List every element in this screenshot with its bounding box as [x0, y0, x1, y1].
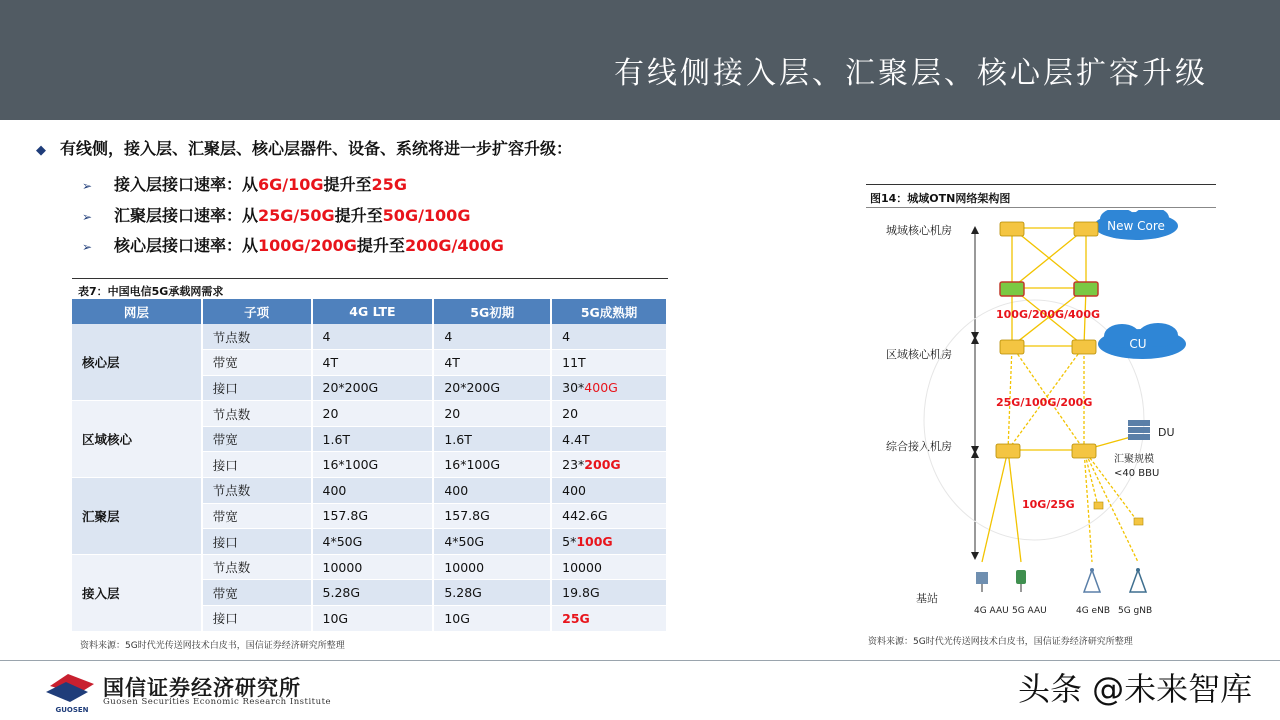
- company-name-cn: 国信证券经济研究所: [103, 675, 301, 700]
- mature-value: 4: [562, 329, 571, 345]
- item-cell: 带宽: [202, 503, 312, 529]
- sub-bullet-label: 接入层接口速率：从: [114, 175, 259, 194]
- mature-cell: [551, 554, 667, 580]
- item-cell: 接口: [202, 606, 312, 632]
- column-header: 4G LTE: [312, 299, 434, 324]
- column-header: 5G成熟期: [551, 299, 667, 324]
- station-label: 5G gNB: [1118, 606, 1153, 616]
- mature-value: 23*: [562, 457, 585, 473]
- item-cell: 节点数: [202, 554, 312, 580]
- level-label: 综合接入机房: [886, 440, 952, 453]
- item-cell: 带宽: [202, 350, 312, 376]
- early-cell: 4: [433, 324, 551, 350]
- early-cell: 16*100G: [433, 452, 551, 478]
- footer-divider: [0, 660, 1280, 661]
- item-cell: 接口: [202, 375, 312, 401]
- sub-bullet-label: 汇聚层接口速率：从: [114, 206, 259, 225]
- lte-cell: 10G: [312, 606, 434, 632]
- otn-node-icon: [996, 222, 1101, 458]
- cloud-label: New Core: [1107, 219, 1165, 233]
- mature-cell: [551, 478, 667, 504]
- mature-cell: [551, 401, 667, 427]
- cloud-label: CU: [1129, 337, 1147, 351]
- table-row: [72, 401, 667, 427]
- mature-value: 30*: [562, 380, 585, 396]
- early-cell: 10000: [433, 554, 551, 580]
- rate-label: 25G/100G/200G: [996, 396, 1093, 409]
- level-label: 区域核心机房: [886, 348, 952, 361]
- mature-cell: [551, 324, 667, 350]
- early-cell: 20: [433, 401, 551, 427]
- column-header: 5G初期: [433, 299, 551, 324]
- page-title: 有线侧接入层、汇聚层、核心层扩容升级: [614, 56, 1208, 91]
- station-5g-aau-icon: [1016, 570, 1026, 592]
- arrow-bullet-icon: ➢: [82, 240, 93, 254]
- access-dashed-links: [1084, 450, 1138, 562]
- item-cell: 节点数: [202, 324, 312, 350]
- figure-title: 图14：城域OTN网络架构图: [866, 184, 1216, 208]
- mature-cell: [551, 350, 667, 376]
- early-cell: 20*200G: [433, 375, 551, 401]
- item-cell: 节点数: [202, 401, 312, 427]
- diamond-bullet-icon: ◆: [36, 143, 46, 158]
- sub-bullet-to: 50G/100G: [382, 206, 471, 225]
- table-title: 表7：中国电信5G承载网需求: [72, 278, 668, 298]
- mature-cell: [551, 375, 667, 401]
- rate-label: 100G/200G/400G: [996, 308, 1101, 321]
- station-label: 4G eNB: [1076, 606, 1111, 616]
- station-5g-gnb-icon: [1130, 568, 1146, 592]
- group-label: 汇聚层: [72, 478, 202, 555]
- watermark-text: 头条 @未来智库: [1018, 670, 1253, 708]
- sub-bullet-from: 100G/200G: [258, 236, 357, 255]
- lte-cell: 4*50G: [312, 529, 434, 555]
- table-row: [72, 478, 667, 504]
- mature-value: 400: [562, 482, 586, 498]
- level-label: 基站: [916, 592, 938, 605]
- item-cell: 节点数: [202, 478, 312, 504]
- cloud-new-core: [1094, 210, 1178, 240]
- group-label: 核心层: [72, 324, 202, 401]
- table-header-row: [72, 299, 667, 324]
- rate-label: 10G/25G: [1022, 498, 1075, 511]
- relay-node-icon: [1094, 502, 1143, 525]
- lte-cell: 1.6T: [312, 426, 434, 452]
- lte-cell: 20*200G: [312, 375, 434, 401]
- mature-cell: [551, 580, 667, 606]
- sub-bullet-aggregation: [82, 203, 470, 226]
- early-cell: 400: [433, 478, 551, 504]
- mature-value: 10000: [562, 559, 602, 575]
- agg-scale-value: <40 BBU: [1114, 468, 1160, 479]
- mature-value-red: 25G: [562, 610, 590, 626]
- level-label: 城域核心机房: [886, 224, 952, 237]
- mature-value-red: 200G: [584, 457, 621, 473]
- column-header: 网层: [72, 299, 202, 324]
- sub-bullet-to: 25G: [371, 175, 407, 194]
- lte-cell: 5.28G: [312, 580, 434, 606]
- main-bullet: [36, 136, 572, 159]
- mature-cell: [551, 503, 667, 529]
- arrow-bullet-icon: ➢: [82, 210, 93, 224]
- otn-architecture-diagram: [866, 210, 1218, 624]
- sub-bullet-from: 6G/10G: [258, 175, 324, 194]
- table-row: [72, 554, 667, 580]
- station-label: 5G AAU: [1012, 606, 1047, 616]
- early-cell: 1.6T: [433, 426, 551, 452]
- du-label: DU: [1158, 426, 1175, 439]
- mature-value: 5*: [562, 534, 577, 550]
- early-cell: 10G: [433, 606, 551, 632]
- sub-bullet-mid: 提升至: [356, 236, 405, 255]
- station-4g-aau-icon: [976, 572, 988, 592]
- mature-value: 442.6G: [562, 508, 608, 524]
- station-label: 4G AAU: [974, 606, 1009, 616]
- group-label: 接入层: [72, 554, 202, 631]
- agg-scale-label: 汇聚规模: [1114, 454, 1154, 465]
- sub-bullet-access: [82, 172, 407, 195]
- lte-cell: 4: [312, 324, 434, 350]
- mature-cell: [551, 426, 667, 452]
- early-cell: 4T: [433, 350, 551, 376]
- column-header: 子项: [202, 299, 312, 324]
- table-row: [72, 324, 667, 350]
- item-cell: 带宽: [202, 580, 312, 606]
- item-cell: 带宽: [202, 426, 312, 452]
- early-cell: 4*50G: [433, 529, 551, 555]
- mature-value-red: 400G: [584, 380, 618, 396]
- mature-value: 19.8G: [562, 585, 600, 601]
- sub-bullet-label: 核心层接口速率：从: [114, 236, 259, 255]
- logo-mark-text: GUOSEN: [55, 706, 89, 714]
- mature-cell: [551, 529, 667, 555]
- bearer-network-table: [72, 299, 668, 632]
- company-name-en: Guosen Securities Economic Research Institute: [103, 697, 332, 707]
- lte-cell: 400: [312, 478, 434, 504]
- lte-cell: 16*100G: [312, 452, 434, 478]
- guosen-logo-icon: [44, 670, 100, 714]
- figure-source-note: 资料来源：5G时代光传送网技术白皮书，国信证券经济研究所整理: [868, 637, 1133, 647]
- station-4g-enb-icon: [1084, 568, 1100, 592]
- mature-value-red: 100G: [576, 534, 613, 550]
- sub-bullet-mid: 提升至: [323, 175, 372, 194]
- main-bullet-text: 有线侧，接入层、汇聚层、核心层器件、设备、系统将进一步扩容升级：: [60, 139, 573, 158]
- sub-bullet-core: [82, 233, 504, 256]
- arrow-bullet-icon: ➢: [82, 179, 93, 193]
- sub-bullet-from: 25G/50G: [258, 206, 335, 225]
- lte-cell: 4T: [312, 350, 434, 376]
- item-cell: 接口: [202, 452, 312, 478]
- mature-value: 20: [562, 406, 579, 422]
- sub-bullet-mid: 提升至: [334, 206, 383, 225]
- lte-cell: 10000: [312, 554, 434, 580]
- du-server-icon: [1128, 420, 1150, 440]
- lte-cell: 157.8G: [312, 503, 434, 529]
- sub-bullet-to: 200G/400G: [404, 236, 504, 255]
- group-label: 区域核心: [72, 401, 202, 478]
- mature-cell: [551, 606, 667, 632]
- early-cell: 5.28G: [433, 580, 551, 606]
- mature-value: 4.4T: [562, 431, 590, 447]
- mature-cell: [551, 452, 667, 478]
- early-cell: 157.8G: [433, 503, 551, 529]
- item-cell: 接口: [202, 529, 312, 555]
- lte-cell: 20: [312, 401, 434, 427]
- cloud-cu: [1098, 323, 1186, 359]
- level-axis: [971, 226, 979, 560]
- table-source-note: 资料来源：5G时代光传送网技术白皮书，国信证券经济研究所整理: [80, 641, 345, 651]
- header-bar: [0, 0, 1280, 120]
- mature-value: 11T: [562, 354, 586, 370]
